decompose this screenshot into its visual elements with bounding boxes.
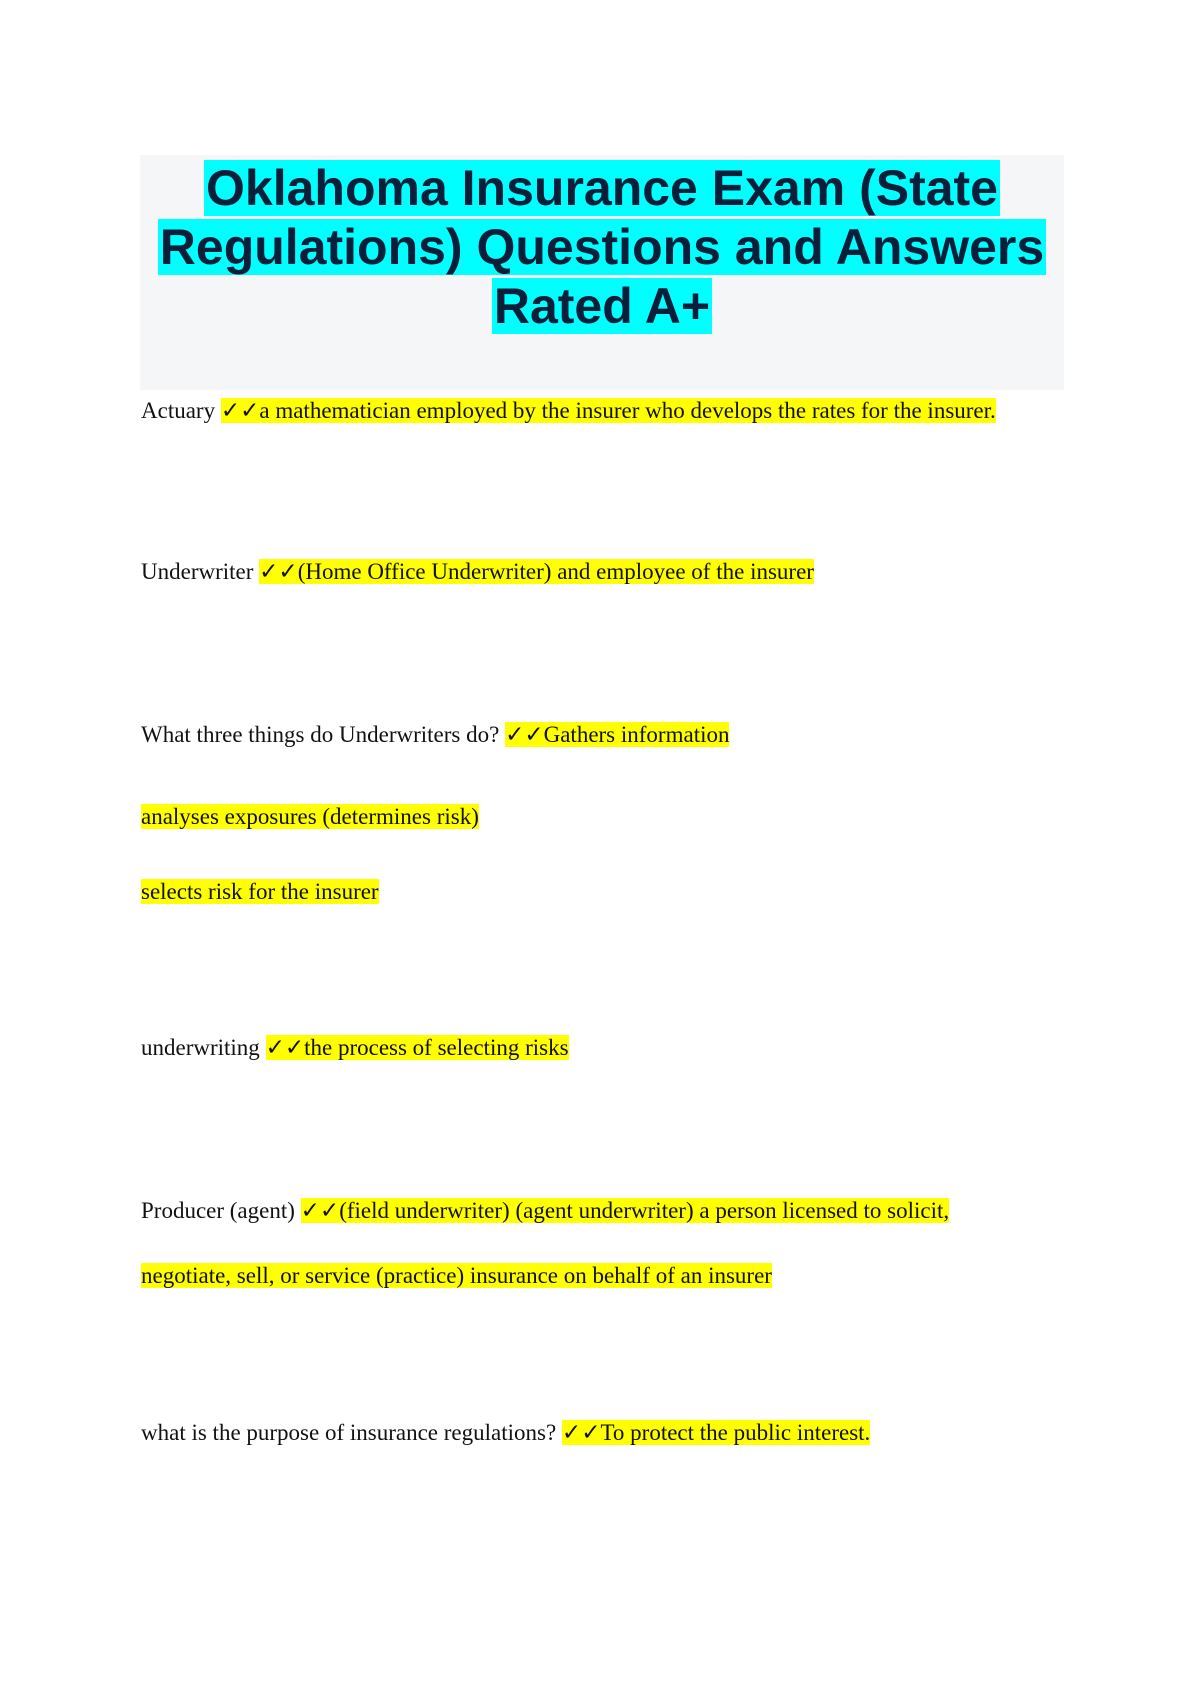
entry-producer — [141, 1194, 949, 1228]
entry-underwriting — [141, 1031, 569, 1065]
entry-term: Underwriter — [141, 559, 254, 584]
entry-actuary — [141, 394, 996, 428]
entry-term: Producer (agent) — [141, 1198, 295, 1223]
entry-underwriter — [141, 555, 814, 589]
entry-answer-continuation: negotiate, sell, or service (practice) insurance on behalf of an insurer — [141, 1263, 772, 1288]
entry-term: underwriting — [141, 1035, 260, 1060]
entry-term: What three things do Underwriters do? — [141, 722, 500, 747]
entry-term: what is the purpose of insurance regulations? — [141, 1420, 557, 1445]
title-line-3: Rated A+ — [493, 278, 711, 334]
entry-underwriter-duties — [141, 718, 729, 752]
entry-regulation-purpose — [141, 1416, 870, 1450]
double-check-icon: ✓✓ — [259, 559, 298, 585]
double-check-icon: ✓✓ — [220, 398, 260, 424]
document-title-box — [140, 155, 1064, 390]
double-check-icon: ✓✓ — [265, 1035, 305, 1061]
entry-term: Actuary — [141, 398, 216, 423]
entry-answer: ✓✓(Home Office Underwriter) and employee of the insurer — [259, 559, 814, 585]
entry-answer-continuation: analyses exposures (determines risk) — [141, 804, 479, 829]
entry-answer: ✓✓(field underwriter) (agent underwriter) a person licensed to solicit, — [300, 1198, 950, 1224]
double-check-icon: ✓✓ — [300, 1198, 340, 1224]
entry-answer: ✓✓Gathers information — [505, 722, 730, 748]
double-check-icon: ✓✓ — [561, 1420, 601, 1446]
entry-answer: ✓✓To protect the public interest. — [561, 1420, 871, 1446]
entry-answer: ✓✓a mathematician employed by the insurer who develops the rates for the insurer. — [220, 398, 996, 424]
entry-answer-continuation: selects risk for the insurer — [141, 879, 379, 904]
entry-answer: ✓✓the process of selecting risks — [265, 1035, 569, 1061]
title-line-1: Oklahoma Insurance Exam (State — [206, 160, 998, 216]
double-check-icon: ✓✓ — [505, 722, 544, 748]
title-line-2: Regulations) Questions and Answers — [159, 219, 1045, 275]
